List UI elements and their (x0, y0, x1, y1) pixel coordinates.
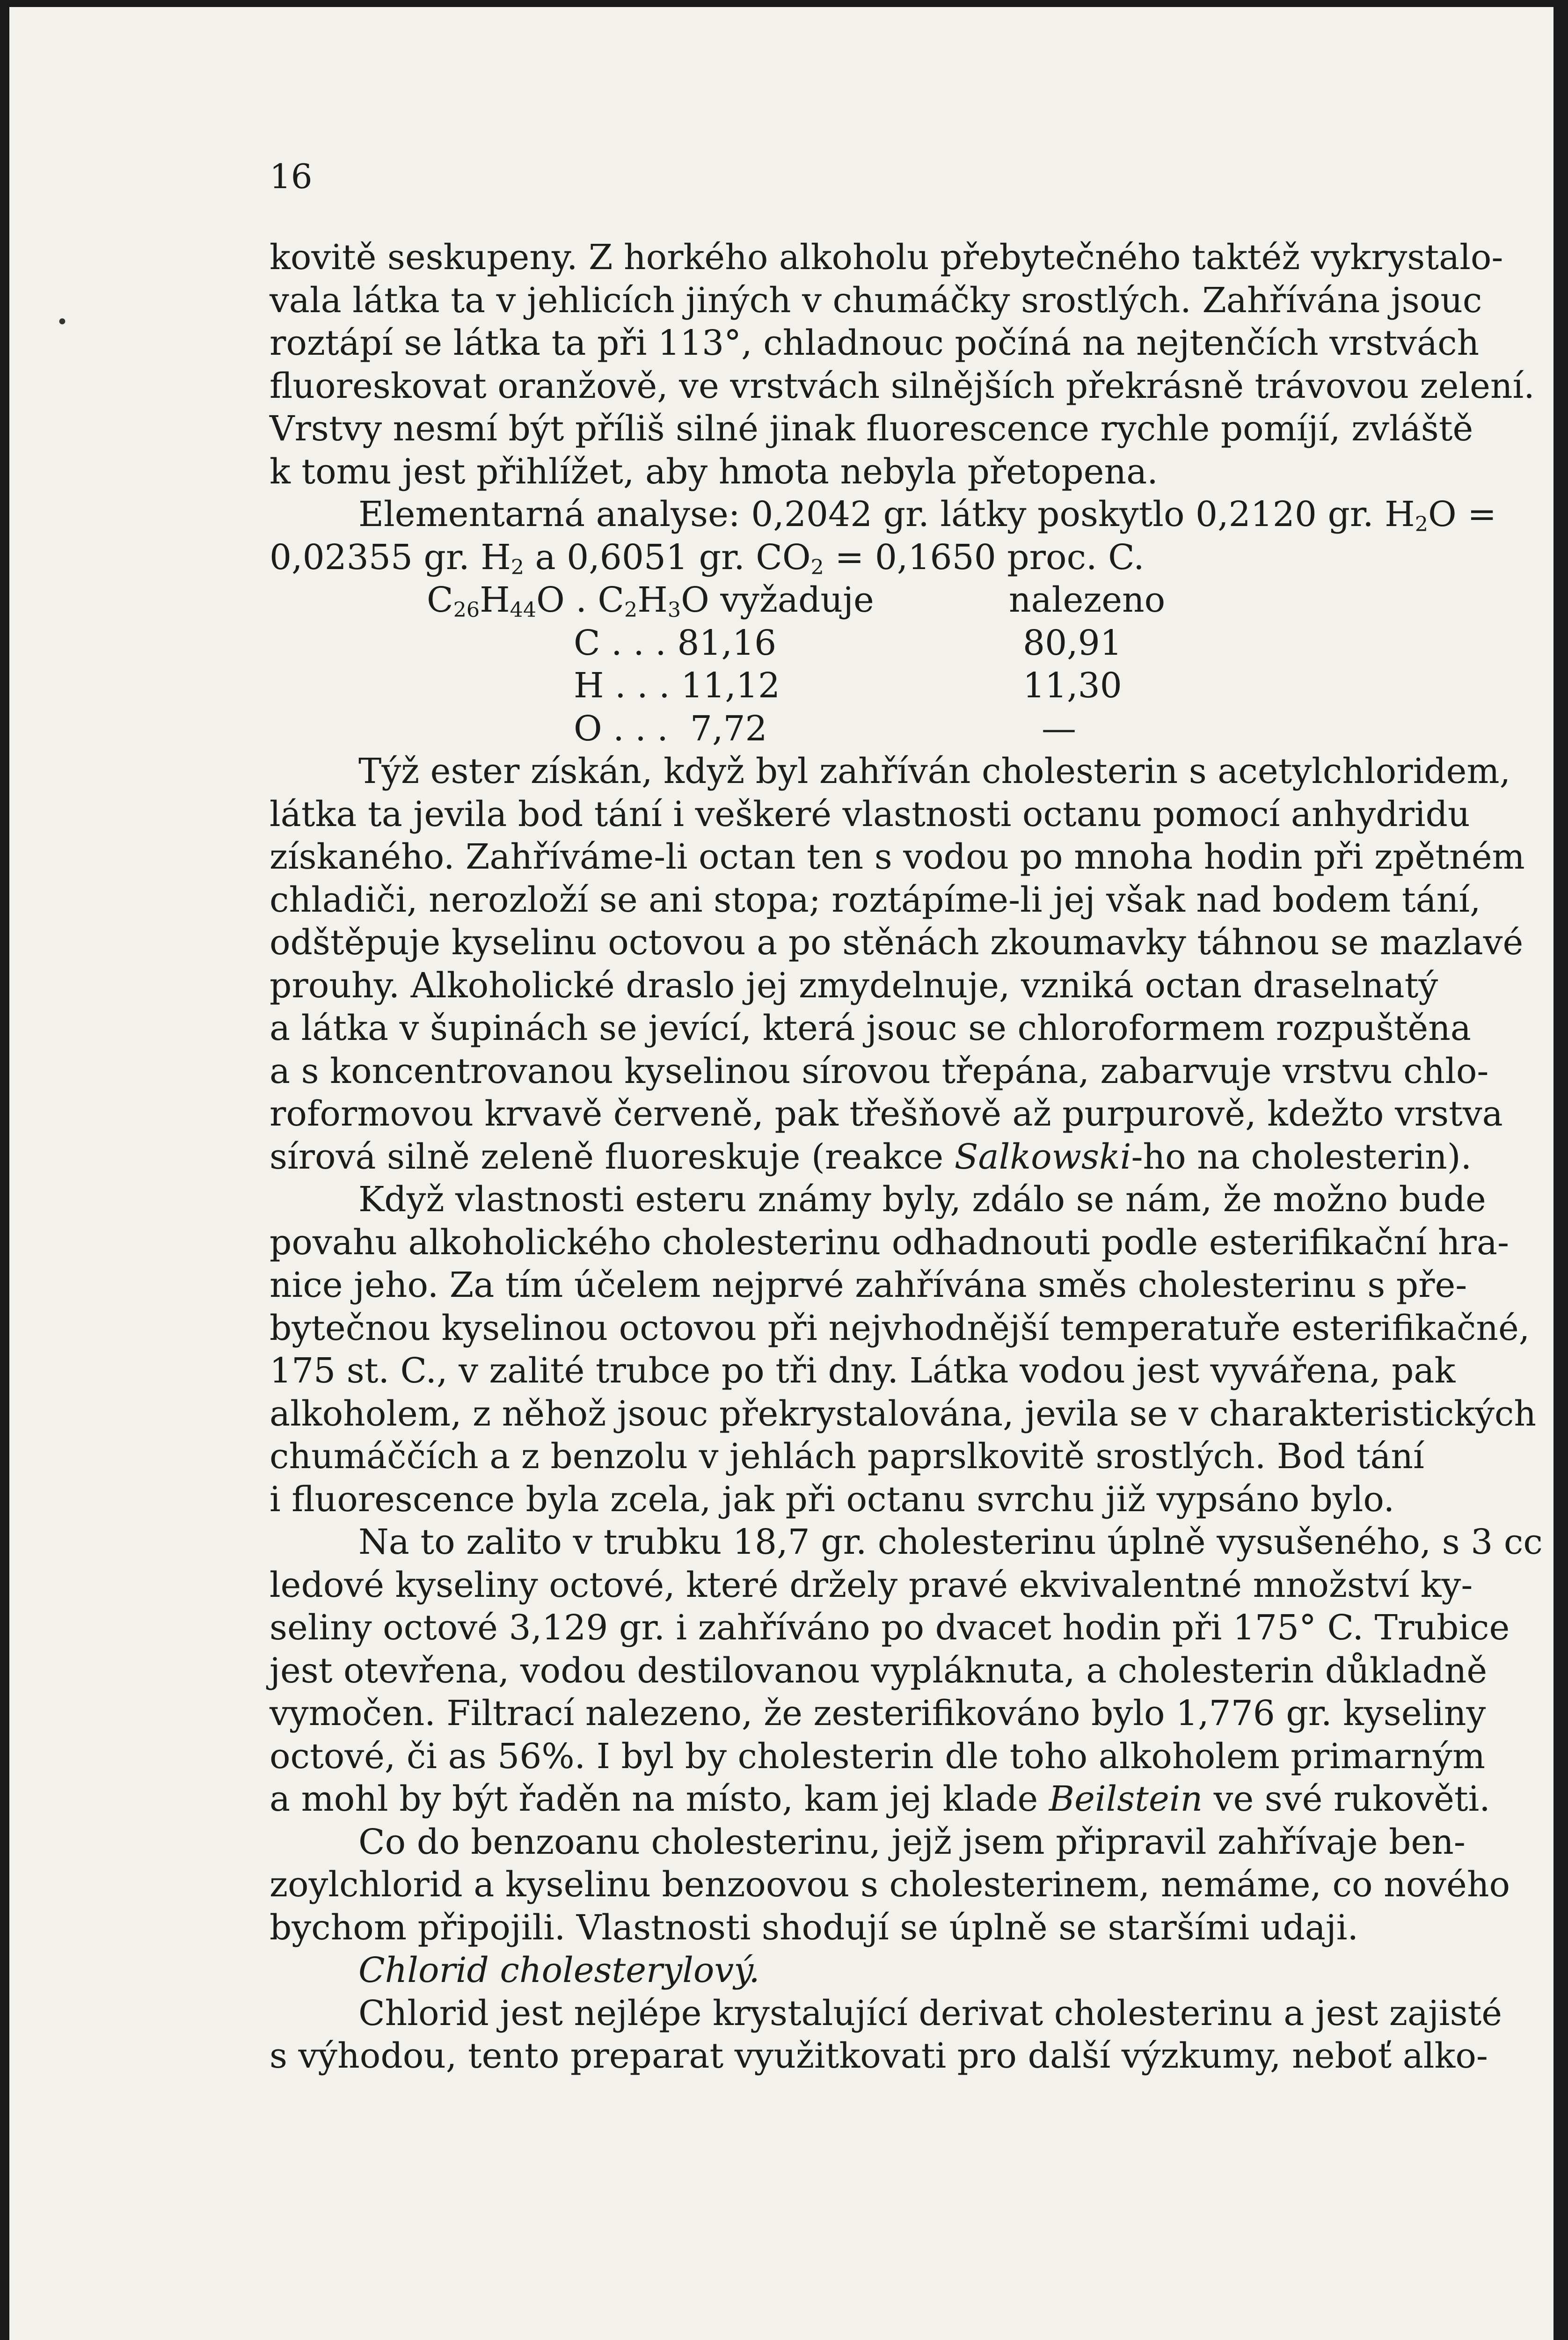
text-line: octové, či as 56%. I byl by cholesterin dle toho alkoholem primarným (270, 1736, 1485, 1777)
text-line: získaného. Zahříváme-li octan ten s vodou po mnoha hodin při zpětném (270, 837, 1525, 877)
analysis-paragraph (270, 493, 1497, 579)
table-row (270, 665, 1383, 708)
paragraph (270, 1992, 1502, 2078)
text-line: Vrstvy nesmí být příliš silné jinak fluorescence rychle pomíjí, zvláště (270, 409, 1473, 449)
table-row (270, 622, 1383, 665)
analysis-table (270, 579, 1383, 750)
text-line: roztápí se látka ta při 113°, chladnouc počíná na nejtenčích vrstvách (270, 323, 1480, 363)
table-cell-found: 11,30 (1023, 665, 1122, 706)
text-line: Chlorid jest nejlépe krystalující derivat cholesterinu a jest zajisté (358, 1993, 1502, 2033)
text-line: fluoreskovat oranžově, ve vrstvách silnějších překrásně trávovou zelení. (270, 366, 1535, 406)
table-row (270, 708, 1383, 751)
text-line: Elementarná analyse: 0,2042 gr. látky poskytlo 0,2120 gr. $H_2O$ = (358, 494, 1497, 537)
paragraph (270, 750, 1525, 1178)
text-line: Když vlastnosti esteru známy byly, zdálo se nám, že možno bude (358, 1179, 1486, 1220)
text-line: a s koncentrovanou kyselinou sírovou třepána, zabarvuje vrstvu chlo- (270, 1051, 1489, 1091)
margin-mark: • (56, 310, 68, 334)
text-line: s výhodou, tento preparat využitkovati pro další výzkumy, neboť alko- (270, 2036, 1488, 2076)
table-cell-found: 80,91 (1023, 622, 1122, 663)
paragraph (270, 1521, 1543, 1821)
text-line: k tomu jest přihlížet, aby hmota nebyla přetopena. (270, 451, 1158, 492)
text-line: prouhy. Alkoholické draslo jej zmydelnuje, vzniká octan draselnatý (270, 965, 1438, 1006)
text-line: i fluorescence byla zcela, jak při octanu svrchu již vypsáno bylo. (270, 1479, 1395, 1520)
text-line: jest otevřena, vodou destilovanou vypláknuta, a cholesterin důkladně (270, 1650, 1488, 1691)
paragraph (270, 1178, 1537, 1521)
text-line: sírová silně zeleně fluoreskuje (reakce Salkowski-ho na cholesterin). (270, 1136, 1472, 1177)
text-line: nice jeho. Za tím účelem nejprvé zahřívána směs cholesterinu s pře- (270, 1265, 1467, 1305)
text-line: a mohl by být řaděn na místo, kam jej klade Beilstein ve své rukověti. (270, 1779, 1490, 1819)
table-header-row (270, 579, 1383, 622)
table-cell-found: — (1042, 708, 1076, 749)
text-line: kovitě seskupeny. Z horkého alkoholu přebytečného taktéž vykrystalo- (270, 237, 1503, 278)
table-cell-element: C . . . 81,16 (574, 622, 777, 663)
paragraph-continuation (270, 236, 1535, 493)
text-line: zoylchlorid a kyselinu benzoovou s cholesterinem, nemáme, co nového (270, 1865, 1510, 1905)
text-line: chladiči, nerozloží se ani stopa; roztápíme-li jej však nad bodem tání, (270, 879, 1481, 920)
paragraph (270, 1821, 1510, 1950)
book-page (9, 7, 1553, 2340)
text-line: seliny octové 3,129 gr. i zahříváno po dvacet hodin při 175° C. Trubice (270, 1608, 1510, 1648)
table-cell-element: H . . . 11,12 (574, 665, 780, 706)
text-line: Co do benzoanu cholesterinu, jejž jsem připravil zahřívaje ben- (358, 1821, 1466, 1862)
text-line: 175 st. C., v zalité trubce po tři dny. Látka vodou jest vyvářena, pak (270, 1351, 1456, 1391)
text-line: chumáččích a z benzolu v jehlách paprslkovitě srostlých. Bod tání (270, 1436, 1424, 1477)
formula-label: $C_{26}H_{44}O$ . $C_2H_3O$ vyžaduje (427, 580, 874, 622)
table-cell-element: O . . . 7,72 (574, 708, 767, 749)
text-line: odštěpuje kyselinu octovou a po stěnách zkoumavky táhnou se mazlavé (270, 922, 1524, 963)
text-line: roformovou krvavě červeně, pak třešňově až purpurově, kdežto vrstva (270, 1094, 1503, 1134)
text-line: alkoholem, z něhož jsouc překrystalována, jevila se v charakteristických (270, 1393, 1537, 1434)
text-line: Na to zalito v trubku 18,7 gr. cholesterinu úplně vysušeného, s 3 cc (358, 1522, 1543, 1562)
body-text (270, 236, 1543, 2078)
text-line: ledové kyseliny octové, které držely pravé ekvivalentné množství ky- (270, 1565, 1473, 1605)
text-line: bychom připojili. Vlastnosti shodují se úplně se staršími udaji. (270, 1907, 1358, 1948)
text-line: Týž ester získán, když byl zahříván cholesterin s acetylchloridem, (358, 751, 1511, 791)
text-line: látka ta jevila bod tání i veškeré vlastnosti octanu pomocí anhydridu (270, 794, 1470, 834)
text-line: a látka v šupinách se jevící, která jsouc se chloroformem rozpuštěna (270, 1008, 1471, 1048)
found-header: nalezeno (1009, 580, 1166, 620)
text-line: 0,02355 gr. $H_2$ a 0,6051 gr. $CO_2 = 0,1650$ proc. C. (270, 537, 1145, 579)
text-line: povahu alkoholického cholesterinu odhadnouti podle esterifikační hra- (270, 1222, 1509, 1263)
text-line: vala látka ta v jehlicích jiných v chumáčky srostlých. Zahřívána jsouc (270, 280, 1482, 321)
text-line: bytečnou kyselinou octovou při nejvhodnější temperatuře esterifikačné, (270, 1308, 1530, 1348)
text-line: vymočen. Filtrací nalezeno, že zesterifikováno bylo 1,776 gr. kyseliny (270, 1693, 1486, 1733)
page-number: 16 (270, 157, 313, 196)
section-heading: Chlorid cholesterylový. (358, 1950, 760, 1990)
